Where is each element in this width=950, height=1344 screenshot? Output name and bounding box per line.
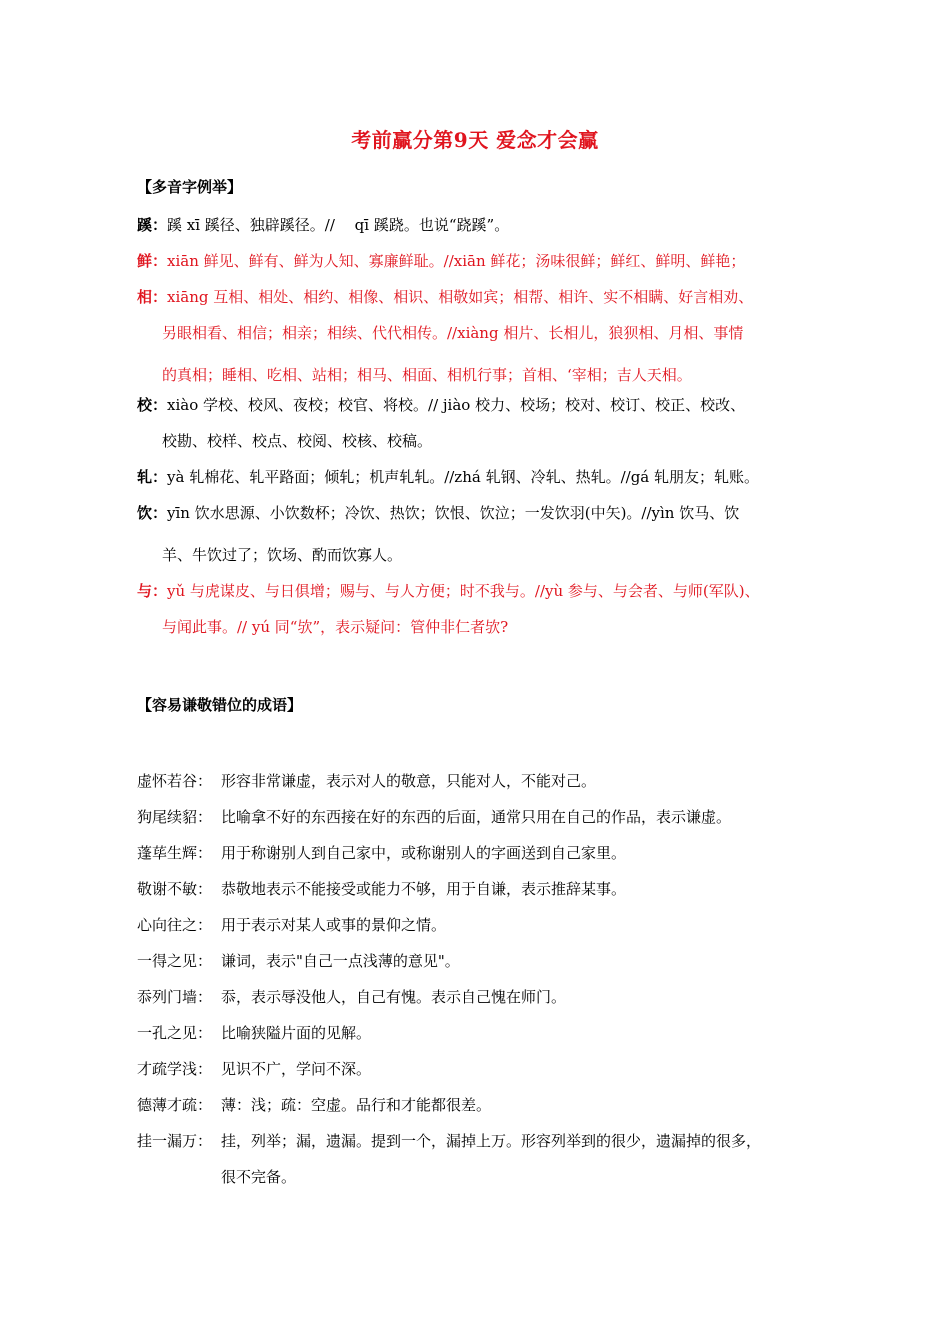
polyphone-entry (137, 464, 827, 490)
polyphone-char: 轧： (137, 468, 168, 486)
polyphone-text: xiào 学校、校风、夜校；校官、将校。// jiào 校力、校场；校对、校订、校正、校改、 (167, 396, 746, 414)
idiom-definition: 薄：浅；疏：空虚。品行和才能都很差。 (221, 1096, 492, 1114)
idiom-definition: 恭敬地表示不能接受或能力不够，用于自谦，表示推辞某事。 (221, 880, 627, 898)
idiom-entry (137, 984, 837, 1010)
polyphone-text: 另眼相看、相信；相亲；相续、代代相传。//xiàng 相片、长相儿，狼狈相、月相、事情 (162, 324, 744, 342)
idiom-definition: 挂，列举；漏，遗漏。提到一个，漏掉上万。形容列举到的很少，遗漏掉的很多， (221, 1132, 762, 1150)
idiom-definition: 用于称谢别人到自己家中，或称谢别人的字画送到自己家里。 (221, 844, 627, 862)
polyphone-text: 校勘、校样、校点、校阅、校核、校稿。 (162, 432, 433, 450)
idiom-term: 一孔之见： (137, 1024, 213, 1042)
polyphone-entry (137, 284, 827, 388)
idiom-definition: 见识不广，学问不深。 (221, 1060, 372, 1078)
polyphone-entry (137, 578, 827, 640)
idiom-definition: 形容非常谦虚，表示对人的敬意，只能对人，不能对己。 (221, 772, 597, 790)
polyphone-text: yǔ 与虎谋皮、与日俱增；赐与、与人方便；时不我与。//yù 参与、与会者、与师(军队)、 (167, 582, 760, 600)
polyphone-char: 与： (137, 582, 168, 600)
idiom-entry (137, 948, 837, 974)
polyphone-text: 羊、牛饮过了；饮场、酌而饮寡人。 (162, 546, 403, 564)
polyphone-text: yà 轧棉花、轧平路面；倾轧；机声轧轧。//zhá 轧钢、冷轧、热轧。//gá 轧朋友；轧账。 (167, 468, 760, 486)
idiom-definition: 很不完备。 (221, 1168, 297, 1186)
idiom-term: 才疏学浅： (137, 1060, 213, 1078)
idiom-entry (137, 1128, 837, 1190)
idiom-term: 敬谢不敏： (137, 880, 213, 898)
idiom-definition: 比喻狭隘片面的见解。 (221, 1024, 372, 1042)
polyphone-entry (137, 212, 827, 238)
idiom-entry (137, 876, 837, 902)
idiom-entry (137, 1056, 837, 1082)
idiom-entry (137, 1092, 837, 1118)
idiom-entry (137, 804, 837, 830)
idiom-term: 挂一漏万： (137, 1132, 213, 1150)
idiom-term: 心向往之： (137, 916, 213, 934)
idiom-term: 德薄才疏： (137, 1096, 213, 1114)
idiom-term: 一得之见： (137, 952, 213, 970)
polyphone-entry (137, 500, 827, 568)
polyphone-char: 校： (137, 396, 168, 414)
idiom-term: 狗尾续貂： (137, 808, 213, 826)
idiom-definition: 比喻拿不好的东西接在好的东西的后面，通常只用在自己的作品，表示谦虚。 (221, 808, 732, 826)
polyphone-text: yīn 饮水思源、小饮数杯；冷饮、热饮；饮恨、饮泣；一发饮羽(中矢)。//yìn 饮马、饮 (167, 504, 740, 522)
polyphone-char: 饮： (137, 504, 168, 522)
idiom-definition: 谦词，表示"自己一点浅薄的意见"。 (221, 952, 460, 970)
polyphone-text: xiāng 互相、相处、相约、相像、相识、相敬如宾；相帮、相许、实不相瞒、好言相劝、 (167, 288, 754, 306)
polyphone-char: 鲜： (137, 252, 168, 270)
polyphone-text: 与闻此事。// yú 同“欤”，表示疑问：管仲非仁者欤? (162, 618, 509, 636)
polyphone-text: 蹊 xī 蹊径、独辟蹊径。// qī 蹊跷。也说“跷蹊”。 (167, 216, 510, 234)
idiom-term: 忝列门墙： (137, 988, 213, 1006)
section-heading-idioms: 【容易谦敬错位的成语】 (137, 696, 303, 714)
section-heading-polyphones: 【多音字例举】 (137, 178, 243, 196)
idiom-entry (137, 912, 837, 938)
idiom-definition: 忝，表示辱没他人，自己有愧。表示自己愧在师门。 (221, 988, 567, 1006)
idiom-term: 虚怀若谷： (137, 772, 213, 790)
polyphone-entry (137, 248, 827, 274)
idiom-term: 蓬荜生辉： (137, 844, 213, 862)
page-title: 考前赢分第9天 爱念才会赢 (351, 128, 599, 152)
polyphone-text: xiān 鲜见、鲜有、鲜为人知、寡廉鲜耻。//xiān 鲜花；汤味很鲜；鲜红、鲜明、鲜艳； (167, 252, 746, 270)
idiom-entry (137, 768, 837, 794)
idiom-entry (137, 840, 837, 866)
idiom-entry (137, 1020, 837, 1046)
polyphone-text: 的真相；睡相、吃相、站相；相马、相面、相机行事；首相、‘宰相；吉人天相。 (162, 366, 692, 384)
polyphone-entry (137, 392, 827, 454)
idiom-definition: 用于表示对某人或事的景仰之情。 (221, 916, 447, 934)
polyphone-char: 蹊： (137, 216, 168, 234)
polyphone-char: 相： (137, 288, 168, 306)
